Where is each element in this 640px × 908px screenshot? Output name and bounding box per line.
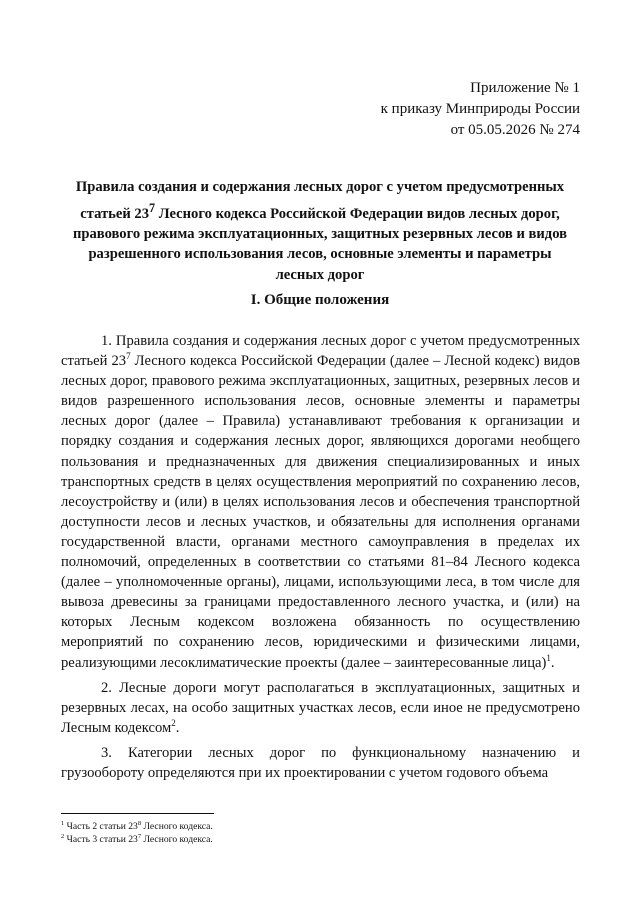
paragraph-3: 3. Категории лесных дорог по функциональному назначению и грузообороту определяются при их проектировании с учетом годового объема bbox=[61, 744, 580, 781]
appendix-order-ref: к приказу Минприроды России bbox=[380, 101, 580, 117]
title-line: Правила создания и содержания лесных дорог с учетом предусмотренных bbox=[75, 179, 565, 195]
paragraph-2: 2. Лесные дороги могут располагаться в эксплуатационных, защитных и резервных лесах, на особо защитных участках лесов, если иное не предусмотрено Лесным кодексом$^2$. bbox=[61, 679, 580, 736]
title-line: разрешенного использования лесов, основные элементы и параметры bbox=[88, 246, 552, 263]
title-line: статьей $23^7$ Лесного кодекса Российской Федерации видов лесных дорог, bbox=[80, 200, 560, 222]
paragraph-1: 1. Правила создания и содержания лесных дорог с учетом предусмотренных статьей $23^7$ Лесного кодекса Российской Федерации (далее – Лесной кодекс) видов лесных дорог, правового режима эксплуатационных, защитных, резервных лесов и видов разрешенного использования лесов, основные элементы и параметры лесных дорог (далее – Правила) устанавливают требования к организации и порядку создания и содержания лесных дорог, являющихся дорогами необщего пользования и предназначенных для движения специализированных и иных транспортных средств в целях осуществления мероприятий по сохранению лесов, лесоустройству и (или) в целях использования лесов и обеспечения транспортной доступности лесов и лесных участков, и обязательны для исполнения органами государственной власти, органами местного самоуправления в пределах их полномочий, определенных в соответствии со статьями 81–84 Лесного кодекса (далее – уполномоченные органы), лицами, использующими леса, в том числе для вывоза древесины за границами предоставленного лесного участка, и (или) на которых Лесным кодексом возложена обязанность по осуществлению мероприятий по сохранению лесов, юридическими и физическими лицами, реализующими лесоклиматические проекты (далее – заинтересованные лица)$^1$. bbox=[61, 333, 580, 671]
superscript: 7 bbox=[126, 351, 131, 362]
footnotes bbox=[61, 820, 213, 846]
appendix-number: Приложение № 1 bbox=[470, 80, 580, 96]
section-heading: I. Общие положения bbox=[250, 292, 390, 308]
document-title bbox=[60, 177, 580, 285]
appendix-header bbox=[381, 78, 580, 141]
footnote-1: $^1$ Часть 2 статьи $23^8$ Лесного кодекса. bbox=[61, 819, 213, 832]
title-line: лесных дорог bbox=[275, 266, 365, 283]
footnote-ref-1[interactable]: 1 bbox=[546, 652, 551, 663]
appendix-order-date: от 05.05.2026 № 274 bbox=[450, 122, 580, 138]
footnote-2: $^2$ Часть 3 статьи $23^7$ Лесного кодекса. bbox=[61, 832, 213, 845]
footnote-divider bbox=[61, 813, 214, 814]
footnote-ref-2[interactable]: 2 bbox=[171, 717, 176, 728]
superscript: 7 bbox=[149, 200, 156, 215]
document-body bbox=[61, 331, 580, 788]
title-line: правового режима эксплуатационных, защитных резервных лесов и видов bbox=[72, 225, 568, 242]
